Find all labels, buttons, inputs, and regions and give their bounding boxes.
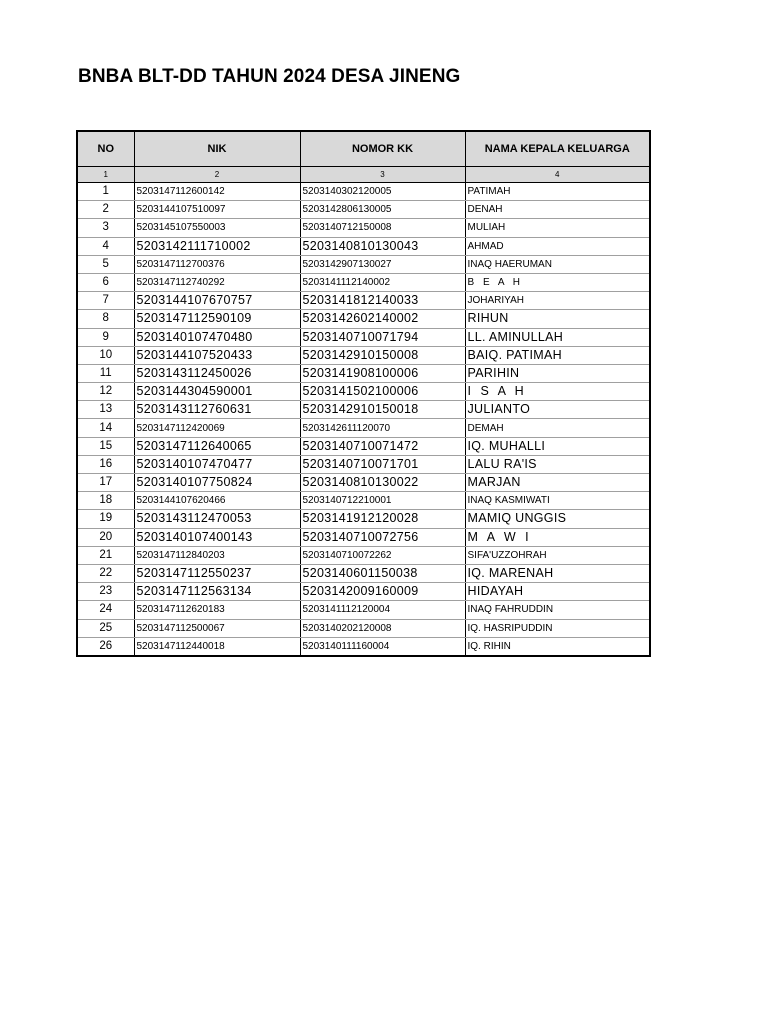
cell-nomor-kk: 5203140601150038	[300, 564, 465, 582]
cell-no: 26	[77, 637, 134, 656]
cell-no: 1	[77, 183, 134, 201]
cell-nama: INAQ KASMIWATI	[465, 492, 650, 510]
table-row	[77, 328, 650, 346]
header-nama-kepala-keluarga: NAMA KEPALA KELUARGA	[465, 131, 650, 167]
cell-nama: IQ. MARENAH	[465, 564, 650, 582]
cell-nomor-kk: 5203140710071701	[300, 455, 465, 473]
table-row	[77, 455, 650, 473]
cell-nama: DENAH	[465, 201, 650, 219]
table-row	[77, 310, 650, 328]
cell-nik: 5203144107520433	[134, 346, 300, 364]
cell-nik: 5203147112620183	[134, 601, 300, 619]
cell-nama: JULIANTO	[465, 401, 650, 419]
table-row	[77, 637, 650, 656]
cell-no: 23	[77, 583, 134, 601]
cell-nama: SIFA'UZZOHRAH	[465, 546, 650, 564]
cell-nik: 5203147112440018	[134, 637, 300, 656]
cell-no: 13	[77, 401, 134, 419]
cell-nama: B E A H	[465, 273, 650, 291]
table-header-row	[77, 131, 650, 167]
cell-nik: 5203147112840203	[134, 546, 300, 564]
table-row	[77, 292, 650, 310]
cell-nik: 5203140107400143	[134, 528, 300, 546]
cell-nama: MULIAH	[465, 219, 650, 237]
cell-no: 10	[77, 346, 134, 364]
table-row	[77, 437, 650, 455]
cell-nomor-kk: 5203142907130027	[300, 255, 465, 273]
table-row	[77, 583, 650, 601]
page-title: BNBA BLT-DD TAHUN 2024 DESA JINENG	[78, 66, 461, 87]
cell-nik: 5203143112450026	[134, 364, 300, 382]
cell-no: 17	[77, 474, 134, 492]
cell-no: 21	[77, 546, 134, 564]
cell-no: 4	[77, 237, 134, 255]
table-row	[77, 510, 650, 528]
cell-no: 18	[77, 492, 134, 510]
cell-nama: JOHARIYAH	[465, 292, 650, 310]
cell-nomor-kk: 5203140710072756	[300, 528, 465, 546]
cell-no: 16	[77, 455, 134, 473]
cell-nik: 5203147112740292	[134, 273, 300, 291]
cell-nik: 5203147112500067	[134, 619, 300, 637]
cell-nomor-kk: 5203140111160004	[300, 637, 465, 656]
table-row	[77, 201, 650, 219]
cell-nama: IQ. MUHALLI	[465, 437, 650, 455]
table-row	[77, 619, 650, 637]
table-row	[77, 273, 650, 291]
cell-nik: 5203140107750824	[134, 474, 300, 492]
cell-nama: DEMAH	[465, 419, 650, 437]
cell-nomor-kk: 5203140712150008	[300, 219, 465, 237]
cell-nomor-kk: 5203140712210001	[300, 492, 465, 510]
cell-nik: 5203147112590109	[134, 310, 300, 328]
cell-nik: 5203147112420069	[134, 419, 300, 437]
cell-no: 24	[77, 601, 134, 619]
cell-nama: MAMIQ UNGGIS	[465, 510, 650, 528]
cell-no: 20	[77, 528, 134, 546]
cell-nomor-kk: 5203141112140002	[300, 273, 465, 291]
cell-nama: IQ. HASRIPUDDIN	[465, 619, 650, 637]
table-row	[77, 237, 650, 255]
header-no: NO	[77, 131, 134, 167]
table-body	[77, 183, 650, 656]
cell-nama: PATIMAH	[465, 183, 650, 201]
cell-nomor-kk: 5203140710072262	[300, 546, 465, 564]
cell-no: 9	[77, 328, 134, 346]
cell-nomor-kk: 5203142009160009	[300, 583, 465, 601]
table-row	[77, 346, 650, 364]
cell-nama: IQ. RIHIN	[465, 637, 650, 656]
cell-nama: LL. AMINULLAH	[465, 328, 650, 346]
cell-nomor-kk: 5203142910150008	[300, 346, 465, 364]
column-number: 4	[465, 167, 650, 183]
cell-nik: 5203144107620466	[134, 492, 300, 510]
cell-nik: 5203143112470053	[134, 510, 300, 528]
cell-nomor-kk: 5203141912120028	[300, 510, 465, 528]
cell-nama: HIDAYAH	[465, 583, 650, 601]
cell-nik: 5203140107470480	[134, 328, 300, 346]
cell-no: 8	[77, 310, 134, 328]
cell-nomor-kk: 5203140202120008	[300, 619, 465, 637]
header-nomor-kk: NOMOR KK	[300, 131, 465, 167]
cell-nik: 5203147112563134	[134, 583, 300, 601]
cell-nik: 5203140107470477	[134, 455, 300, 473]
cell-nomor-kk: 5203140710071472	[300, 437, 465, 455]
table-row	[77, 492, 650, 510]
column-number: 2	[134, 167, 300, 183]
cell-nomor-kk: 5203142806130005	[300, 201, 465, 219]
cell-nomor-kk: 5203140710071794	[300, 328, 465, 346]
table-row	[77, 546, 650, 564]
column-number: 3	[300, 167, 465, 183]
cell-nik: 5203143112760631	[134, 401, 300, 419]
cell-no: 5	[77, 255, 134, 273]
cell-no: 22	[77, 564, 134, 582]
cell-nama: AHMAD	[465, 237, 650, 255]
cell-no: 12	[77, 383, 134, 401]
cell-no: 6	[77, 273, 134, 291]
cell-nama: I S A H	[465, 383, 650, 401]
cell-nama: BAIQ. PATIMAH	[465, 346, 650, 364]
cell-nik: 5203147112550237	[134, 564, 300, 582]
header-nik: NIK	[134, 131, 300, 167]
cell-no: 2	[77, 201, 134, 219]
cell-nomor-kk: 5203142910150018	[300, 401, 465, 419]
cell-nama: LALU RA'IS	[465, 455, 650, 473]
cell-no: 7	[77, 292, 134, 310]
table-row	[77, 564, 650, 582]
cell-nomor-kk: 5203141908100006	[300, 364, 465, 382]
cell-nik: 5203147112700376	[134, 255, 300, 273]
table-row	[77, 364, 650, 382]
cell-nik: 5203145107550003	[134, 219, 300, 237]
cell-nik: 5203147112640065	[134, 437, 300, 455]
cell-nomor-kk: 5203142602140002	[300, 310, 465, 328]
cell-nomor-kk: 5203141502100006	[300, 383, 465, 401]
cell-nama: RIHUN	[465, 310, 650, 328]
cell-nomor-kk: 5203140302120005	[300, 183, 465, 201]
cell-nik: 5203144107670757	[134, 292, 300, 310]
cell-nomor-kk: 5203141812140033	[300, 292, 465, 310]
cell-no: 3	[77, 219, 134, 237]
cell-nik: 5203144107510097	[134, 201, 300, 219]
table-row	[77, 183, 650, 201]
cell-nomor-kk: 5203140810130022	[300, 474, 465, 492]
cell-no: 11	[77, 364, 134, 382]
table-row	[77, 419, 650, 437]
column-number-row	[77, 167, 650, 183]
cell-no: 15	[77, 437, 134, 455]
table-row	[77, 474, 650, 492]
table-row	[77, 528, 650, 546]
cell-nama: MARJAN	[465, 474, 650, 492]
beneficiary-table	[76, 130, 651, 657]
table-row	[77, 401, 650, 419]
cell-nik: 5203142111710002	[134, 237, 300, 255]
cell-nik: 5203147112600142	[134, 183, 300, 201]
cell-nama: PARIHIN	[465, 364, 650, 382]
table-row	[77, 383, 650, 401]
cell-no: 25	[77, 619, 134, 637]
column-number: 1	[77, 167, 134, 183]
cell-nik: 5203144304590001	[134, 383, 300, 401]
cell-nomor-kk: 5203141112120004	[300, 601, 465, 619]
cell-no: 14	[77, 419, 134, 437]
cell-nomor-kk: 5203140810130043	[300, 237, 465, 255]
cell-nama: INAQ HAERUMAN	[465, 255, 650, 273]
cell-no: 19	[77, 510, 134, 528]
cell-nomor-kk: 5203142611120070	[300, 419, 465, 437]
cell-nama: INAQ FAHRUDDIN	[465, 601, 650, 619]
table-row	[77, 255, 650, 273]
cell-nama: M A W I	[465, 528, 650, 546]
table-row	[77, 219, 650, 237]
table-row	[77, 601, 650, 619]
